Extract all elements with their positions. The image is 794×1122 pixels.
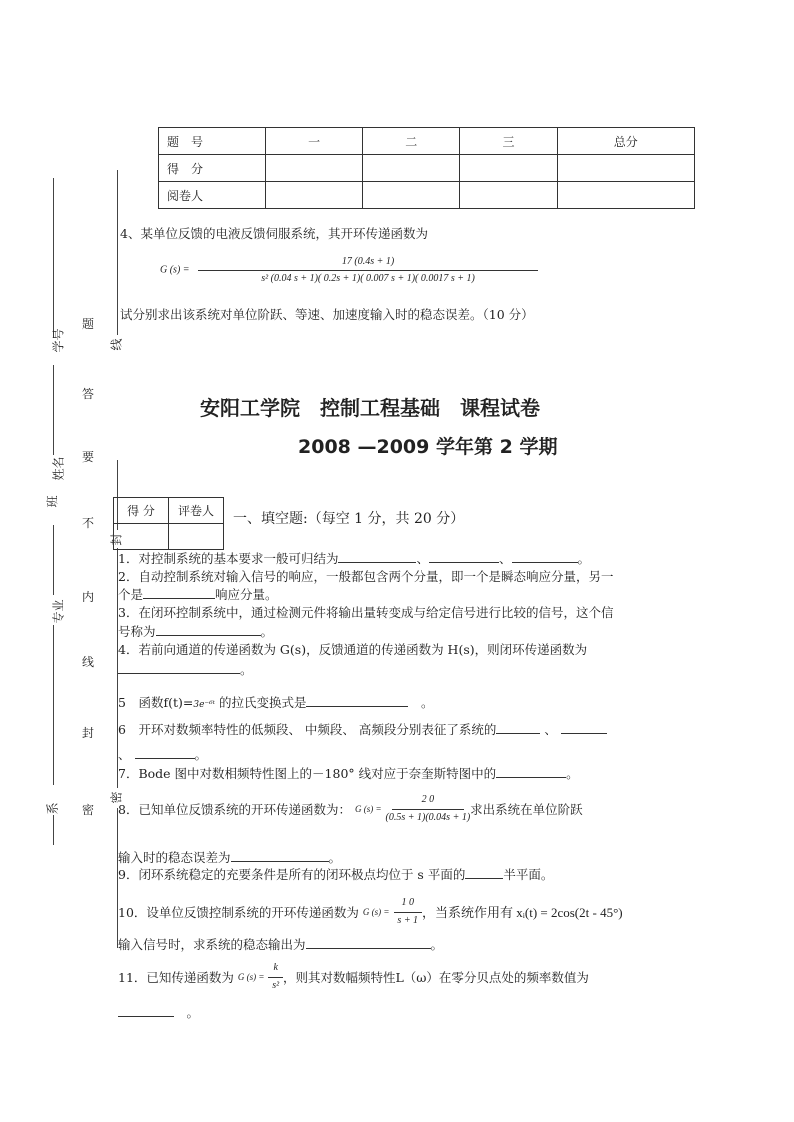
score-cell xyxy=(460,155,557,182)
item-1: 1．对控制系统的基本要求一般可归结为 、 、 。 xyxy=(118,551,591,566)
item-4-cont: 。 xyxy=(118,660,253,678)
score-cell xyxy=(266,155,363,182)
binding-line xyxy=(53,625,54,785)
formula-lhs: G (s) = xyxy=(160,264,190,276)
item-2: 2．自动控制系统对输入信号的响应，一般都包含两个分量，即一个是瞬态响应分量，另一 xyxy=(118,569,614,584)
binding-line xyxy=(53,525,54,595)
item-2-cont: 个是 响应分量。 xyxy=(118,587,278,602)
exam-title: 安阳工学院 控制工程基础 课程试卷 xyxy=(200,396,540,420)
row-label: 阅卷人 xyxy=(159,182,266,209)
row-label: 得 分 xyxy=(159,155,266,182)
header-cell: 三 xyxy=(460,128,557,155)
seal-line xyxy=(117,170,118,335)
header-cell: 得 分 xyxy=(114,498,169,524)
item-11-cont: 。 xyxy=(118,1003,199,1021)
binding-line xyxy=(53,365,54,455)
score-cell xyxy=(557,155,694,182)
seal-text-char: 题 xyxy=(82,317,95,331)
item-4: 4．若前向通道的传递函数为 G(s)，反馈通道的传递函数为 H(s)，则闭环传递函数为 xyxy=(118,642,588,657)
item-11: 11．已知传递函数为 G (s) = $\frac{k}{\text{s²}}$ ，则其对数幅频特性L（ω）在零分贝点处的频率数值为 xyxy=(118,962,589,991)
section-score-table xyxy=(113,497,224,550)
seal-line-label: 线 xyxy=(109,338,124,351)
name-label: 姓名 xyxy=(51,456,66,481)
item-5: 5 函数f(t)=3e⁻⁶ᵗ 的拉氏变换式是 。 xyxy=(118,695,434,710)
grader-cell xyxy=(557,182,694,209)
seal-text-char: 封 xyxy=(82,726,95,740)
grader-cell xyxy=(266,182,363,209)
department-label: 系 xyxy=(45,802,60,815)
item-6: 6 开环对数频率特性的低频段、 中频段、 高频段分别表征了系统的 、 xyxy=(118,720,607,738)
question-4-ask: 试分别求出该系统对单位阶跃、等速、加速度输入时的稳态误差。（10 分） xyxy=(120,307,534,322)
seal-text-char: 密 xyxy=(82,803,95,817)
score-cell xyxy=(363,155,460,182)
item-8-cont: 输入时的稳态误差为 。 xyxy=(118,850,342,865)
seal-text-char: 内 xyxy=(82,590,95,604)
grader-cell xyxy=(363,182,460,209)
header-cell: 一 xyxy=(266,128,363,155)
item-10: 10．设单位反馈控制系统的开环传递函数为 G (s) = $\frac{1 0}{s + 1}$ ，当系统作用有 xᵢ(t) = 2cos(2t - 45°) xyxy=(118,897,623,926)
grader-cell xyxy=(460,182,557,209)
exam-term: 2008 —2009 学年第 2 学期 xyxy=(298,436,558,458)
formula-denominator: s² (0.04 s + 1)( 0.2s + 1)( 0.007 s + 1)( 0.0017 s + 1) xyxy=(261,273,475,284)
item-3-cont: 号称为 。 xyxy=(118,624,274,639)
seal-line-label: 密 xyxy=(109,791,124,804)
question-4: 4、某单位反馈的电液反馈伺服系统，其开环传递函数为 xyxy=(120,226,428,241)
item-8: 8．已知单位反馈系统的开环传递函数为： G (s) = $\frac{2 0}{(0.5s + 1)(0.04s + 1)}$ 求出系统在单位阶跃 xyxy=(118,794,583,823)
header-cell: 二 xyxy=(363,128,460,155)
formula-g xyxy=(160,256,538,284)
binding-line xyxy=(53,178,54,338)
seal-text-char: 线 xyxy=(82,655,95,669)
header-cell: 总分 xyxy=(557,128,694,155)
grader-cell xyxy=(169,524,224,550)
formula-numerator: 17 (0.4s + 1) xyxy=(198,256,538,271)
seal-text-char: 要 xyxy=(82,450,95,464)
item-6-cont: 、 。 xyxy=(118,747,208,762)
major-label: 专业 xyxy=(51,599,66,624)
item-3: 3．在闭环控制系统中，通过检测元件将输出量转变成与给定信号进行比较的信号，这个信 xyxy=(118,605,614,620)
seal-line-label: 封 xyxy=(109,533,124,546)
item-7: 7．Bode 图中对数相频特性图上的－180° 线对应于奈奎斯特图中的 。 xyxy=(118,766,579,781)
item-10-cont: 输入信号时，求系统的稳态输出为 。 xyxy=(118,937,444,952)
class-label: 班 xyxy=(45,495,60,508)
score-table xyxy=(158,127,695,209)
section-heading: 一、填空题:（每空 1 分，共 20 分） xyxy=(233,511,465,527)
student-id-label: 学号 xyxy=(51,328,66,353)
header-cell: 评卷人 xyxy=(169,498,224,524)
header-cell: 题 号 xyxy=(159,128,266,155)
score-cell xyxy=(114,524,169,550)
seal-text-char: 答 xyxy=(82,387,95,401)
item-9: 9．闭环系统稳定的充要条件是所有的闭环极点均位于 s 平面的 半平面。 xyxy=(118,867,554,882)
binding-line xyxy=(53,815,54,845)
seal-text-char: 不 xyxy=(82,516,95,530)
